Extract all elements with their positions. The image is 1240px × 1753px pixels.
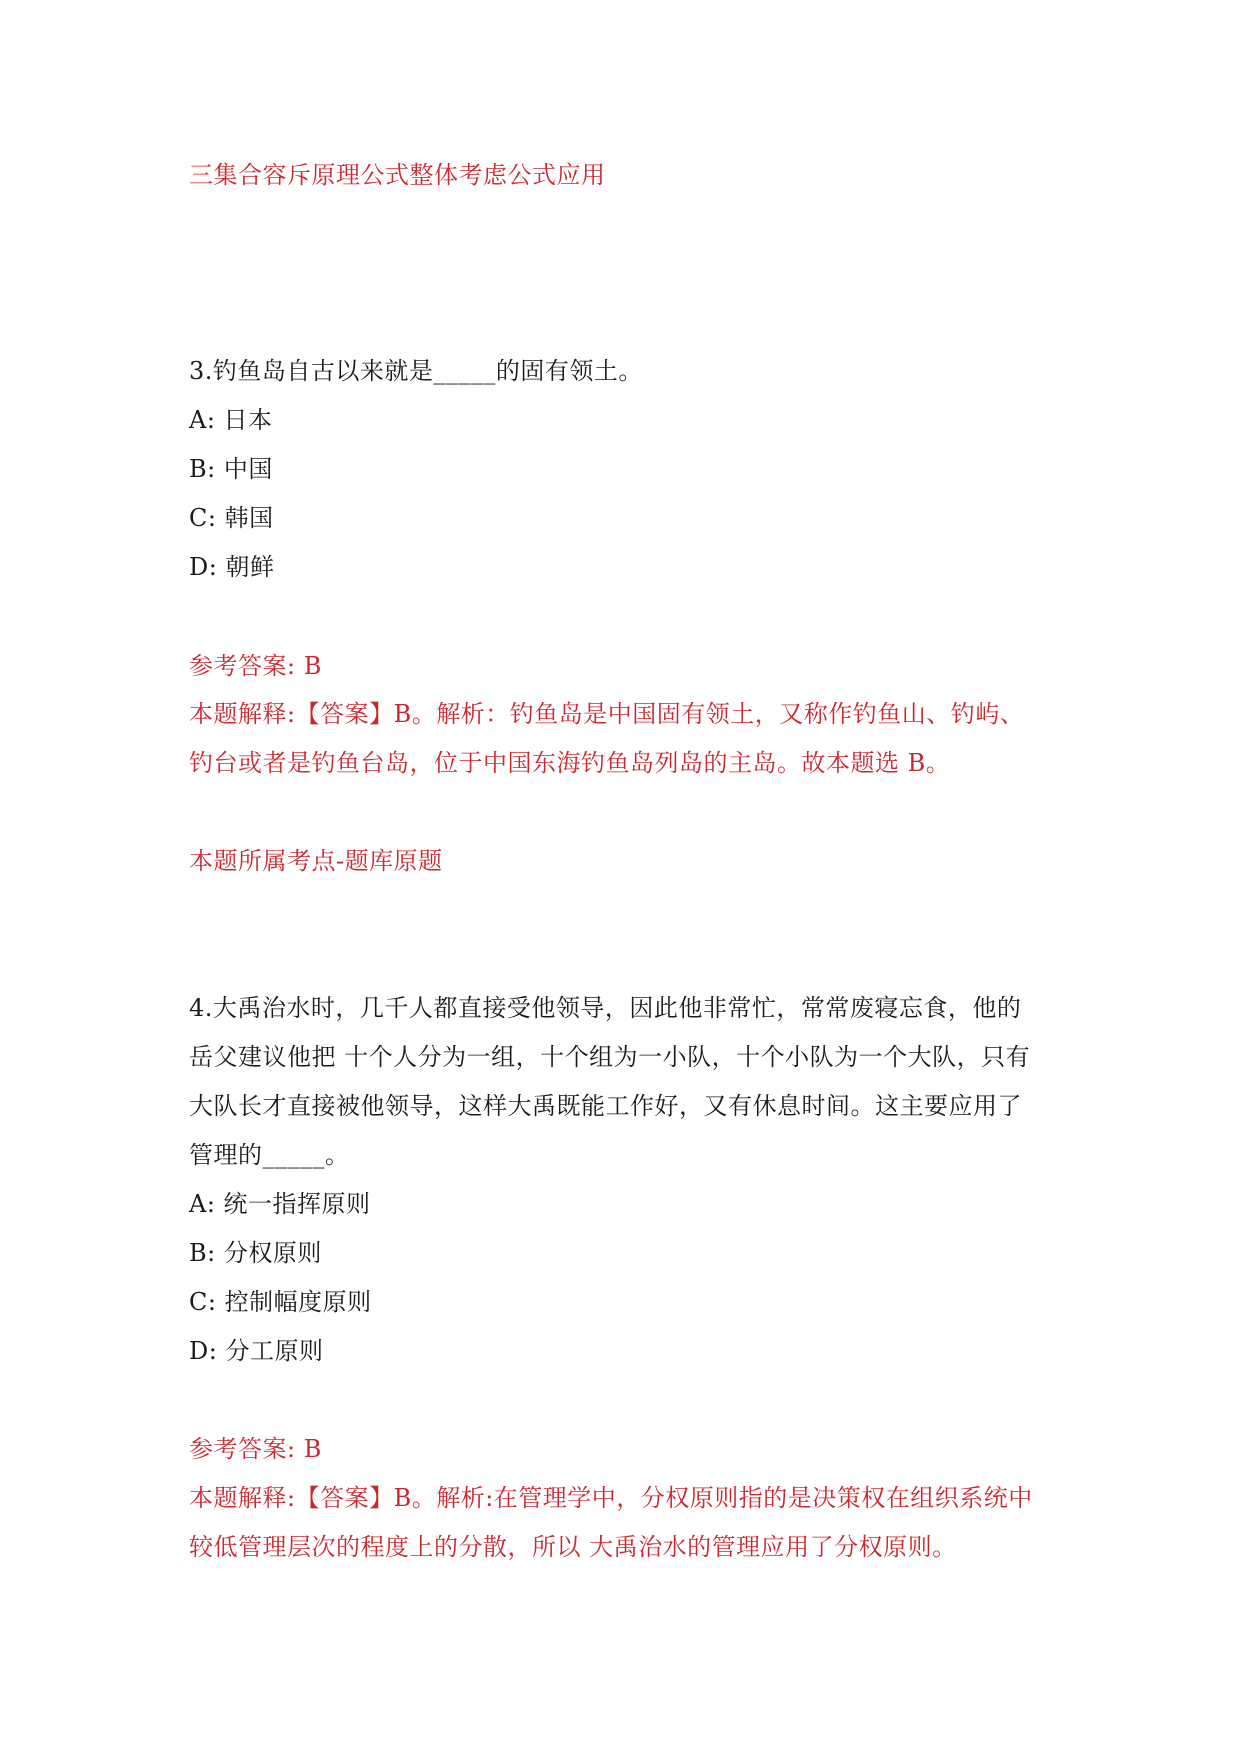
explanation-line: 本题解释:【答案】B。解析：钓鱼岛是中国固有领土，又称作钓鱼山、钓屿、 [189, 700, 1025, 728]
option-c: C: 韩国 [189, 504, 274, 532]
option-d: D: 朝鲜 [189, 553, 275, 581]
explanation-line: 本题解释:【答案】B。解析:在管理学中，分权原则指的是决策权在组织系统中 [189, 1484, 1033, 1512]
option-b: B: 分权原则 [189, 1239, 322, 1267]
explanation-line: 较低管理层次的程度上的分散，所以 大禹治水的管理应用了分权原则。 [189, 1533, 957, 1561]
question-stem: 3.钓鱼岛自古以来就是_____的固有领土。 [189, 357, 643, 385]
question-stem: 4.大禹治水时，几千人都直接受他领导，因此他非常忙，常常废寝忘食，他的 [189, 994, 1022, 1022]
question-stem: 大队长才直接被他领导，这样大禹既能工作好，又有休息时间。这主要应用了 [189, 1092, 1022, 1120]
option-a: A: 统一指挥原则 [189, 1190, 371, 1218]
answer-line: 参考答案: B [189, 1435, 322, 1463]
option-b: B: 中国 [189, 455, 273, 483]
topic-line: 本题所属考点-题库原题 [189, 847, 443, 875]
option-d: D: 分工原则 [189, 1337, 324, 1365]
answer-line: 参考答案: B [189, 652, 322, 680]
option-c: C: 控制幅度原则 [189, 1288, 372, 1316]
explanation-line: 钓台或者是钓鱼台岛，位于中国东海钓鱼岛列岛的主岛。故本题选 B。 [189, 749, 951, 777]
question-stem: 管理的_____。 [189, 1141, 350, 1169]
topic-line: 三集合容斥原理公式整体考虑公式应用 [189, 161, 606, 189]
question-stem: 岳父建议他把 十个人分为一组，十个组为一小队，十个小队为一个大队，只有 [189, 1043, 1031, 1071]
option-a: A: 日本 [189, 406, 273, 434]
